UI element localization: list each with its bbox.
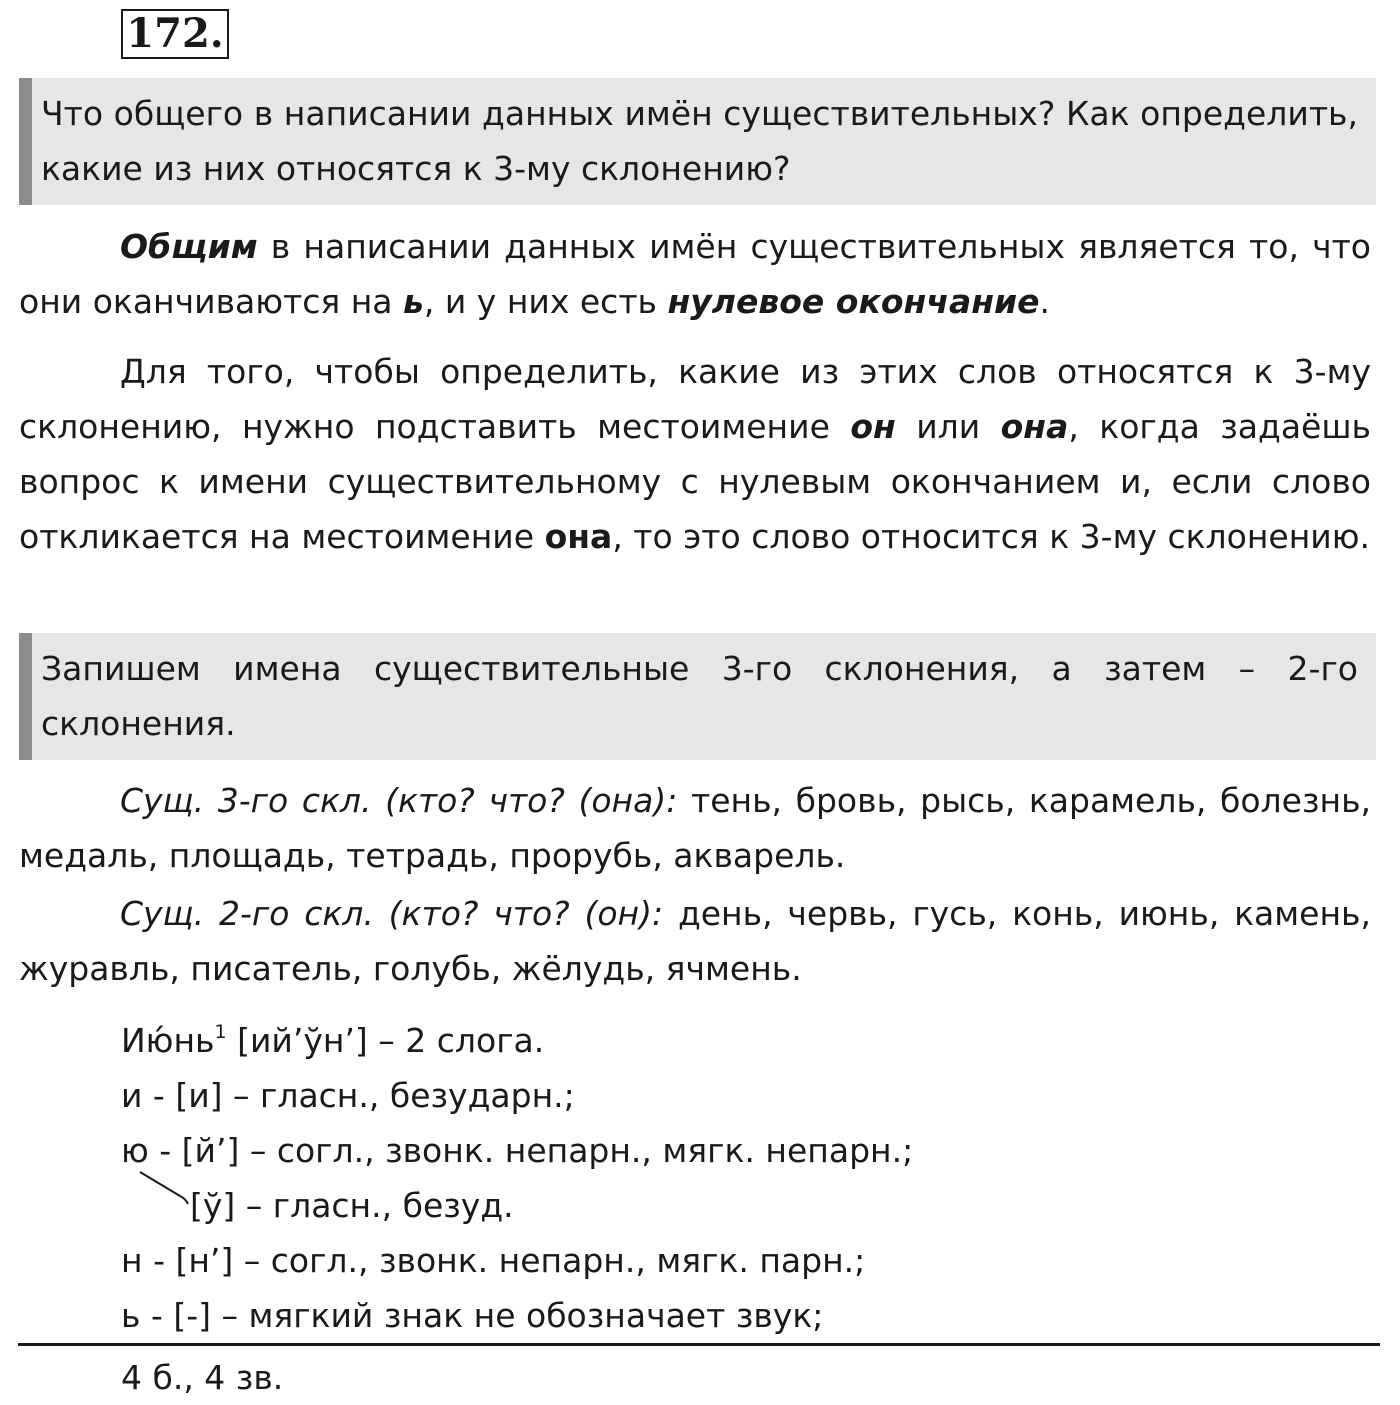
declension-2-label: Сущ. 2-го скл. (кто? что? (он): [120,894,664,933]
pronoun-ona-bold: она [544,517,613,556]
question-2-text: Запишем имена существительные 3-го склонения, а затем – 2-го склонения. [41,649,1358,743]
declension-3-words: тень, бровь, рысь, карамель, болезнь, медаль, площадь, тетрадь, прорубь, акварель. [19,781,1372,875]
answer-paragraph-2 [19,344,1371,564]
branch-connector-icon [138,1168,198,1208]
phonetic-line-n: н - [н’] – согл., звонк. непарн., мягк. парн.; [121,1241,866,1280]
horizontal-divider [18,1343,1380,1346]
answer-2-text-d: , то это слово относится к 3-му склонению. [612,517,1371,556]
declension-3-label: Сущ. 3-го скл. (кто? что? (она): [120,781,678,820]
phonetic-word-line [121,1013,544,1068]
question-block-1 [19,78,1376,205]
answer-2-text-a: Для того, чтобы определить, какие из этих слов относятся к 3-му склонению, нужно подставить местоимение [19,352,1371,446]
phonetic-line-u: [ў] – гласн., безуд. [190,1186,514,1225]
answer-2-text-b: или [895,407,1001,446]
declension-2-paragraph [19,886,1371,996]
answer-paragraph-1 [19,219,1371,329]
answer-2-text-c: , когда задаёшь вопрос к имени существительному с нулевым окончанием и, если слово откликается на местоимение [19,407,1371,556]
answer-1-text-b: , и у них есть [423,282,668,321]
exercise-number: 172. [121,9,229,59]
declension-3-paragraph [19,773,1371,883]
phonetic-line-soft-sign: ь - [-] – мягкий знак не обозначает звук; [121,1296,824,1335]
phonetic-word-prefix: Ию [121,1021,174,1060]
answer-1-text-a: в написании данных имён существительных является то, что они оканчиваются на [19,227,1371,321]
answer-1-bold-start: Общим [120,227,258,266]
phonetic-line-i: и - [и] – гласн., безударн.; [121,1076,575,1115]
question-1-text: Что общего в написании данных имён существительных? Как определить, какие из них относятся к 3-му склонению? [41,94,1358,188]
answer-1-text-c: . [1039,282,1051,321]
declension-2-words: день, червь, гусь, конь, июнь, камень, журавль, писатель, голубь, жёлудь, ячмень. [19,894,1371,988]
soft-sign-term: ь [403,282,424,321]
question-block-2 [19,633,1376,760]
pronoun-ona: она [1000,407,1069,446]
letters-sounds-summary: 4 б., 4 зв. [121,1358,284,1397]
zero-ending-term: нулевое окончание [667,282,1040,321]
phonetic-word-suffix: нь [173,1021,215,1060]
footnote-mark: 1 [214,1021,227,1043]
pronoun-on: он [850,407,896,446]
transcription-syllables: [ий’ўн’] – 2 слога. [226,1021,545,1060]
phonetic-line-yu: ю - [й’] – согл., звонк. непарн., мягк. непарн.; [121,1131,914,1170]
